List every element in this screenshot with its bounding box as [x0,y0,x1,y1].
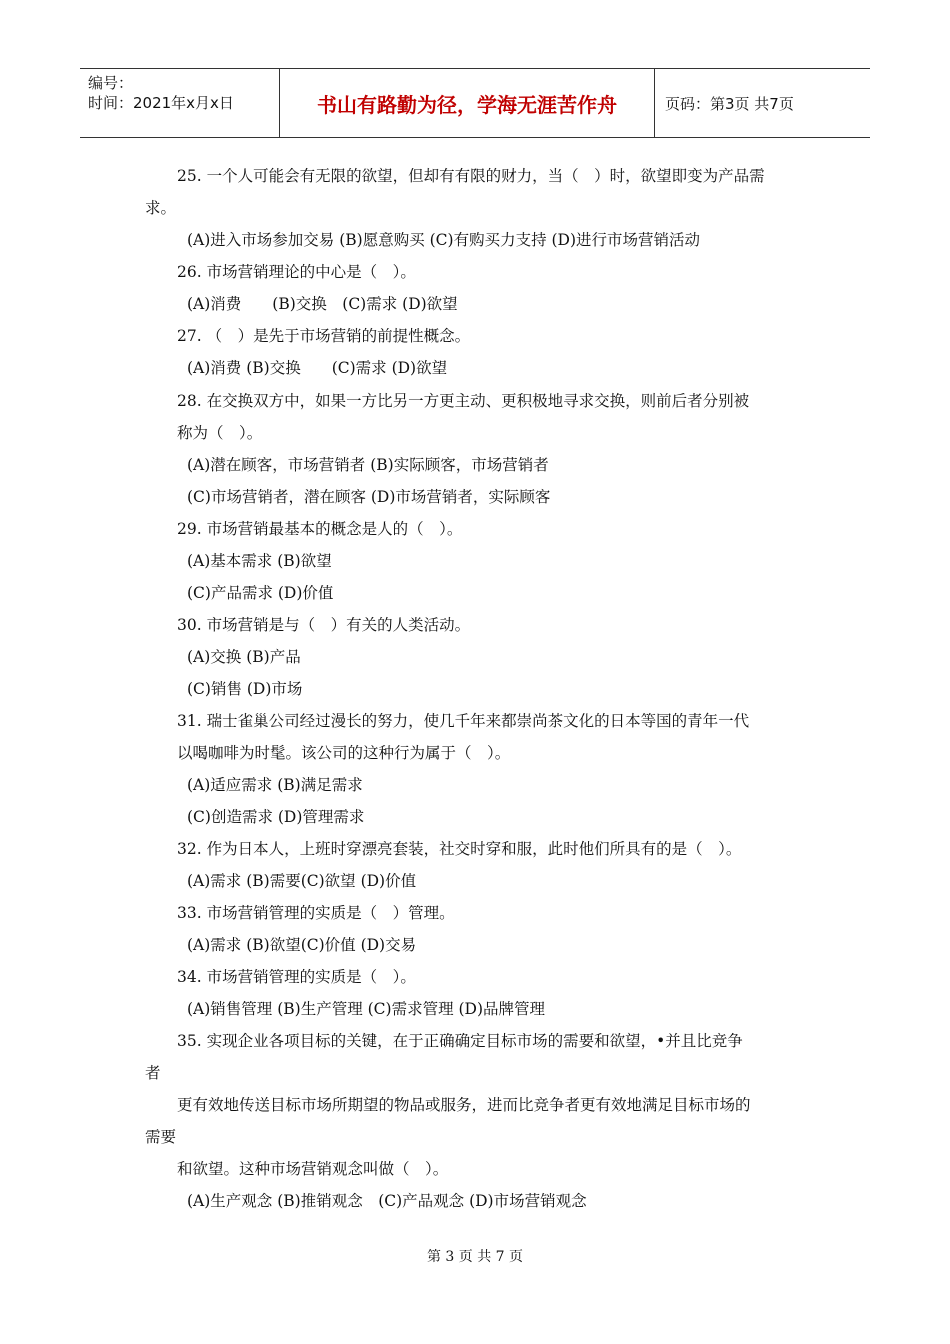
text-line: 31. 瑞士雀巢公司经过漫长的努力，使几千年来都崇尚茶文化的日本等国的青年一代 [177,712,750,730]
text-line: 25. 一个人可能会有无限的欲望，但却有有限的财力，当（ ）时，欲望即变为产品需 [177,167,765,185]
text-line: 29. 市场营销最基本的概念是人的（ ）。 [177,520,463,538]
text-line: (A)需求 (B)需要(C)欲望 (D)价值 [187,872,417,890]
text-line: 32. 作为日本人，上班时穿漂亮套装，社交时穿和服，此时他们所具有的是（ ）。 [177,840,742,858]
text-line: 求。 [145,199,177,217]
text-line: 称为（ ）。 [177,424,263,442]
text-line: (C)市场营销者，潜在顾客 (D)市场营销者，实际顾客 [187,488,551,506]
text-line: 27. （ ）是先于市场营销的前提性概念。 [177,327,471,345]
document-header [80,68,870,138]
header-motto: 书山有路勤为径，学海无涯苦作舟 [280,69,655,137]
text-line: 更有效地传送目标市场所期望的物品或服务，进而比竞争者更有效地满足目标市场的 [177,1096,751,1114]
text-line: 30. 市场营销是与（ ）有关的人类活动。 [177,616,471,634]
text-line: (C)产品需求 (D)价值 [187,584,334,602]
text-line: 33. 市场营销管理的实质是（ ）管理。 [177,904,455,922]
code-label: 编号： [88,74,134,92]
header-left-cell [80,69,280,137]
text-line: (A)适应需求 (B)满足需求 [187,776,363,794]
text-line: (A)进入市场参加交易 (B)愿意购买 (C)有购买力支持 (D)进行市场营销活动 [187,231,701,249]
text-line: (A)潜在顾客，市场营销者 (B)实际顾客，市场营销者 [187,456,549,474]
text-line: 35. 实现企业各项目标的关键，在于正确确定目标市场的需要和欲望，•并且比竞争 [177,1032,743,1050]
header-page-info: 页码：第3页 共7页 [665,94,794,113]
text-line: (A)基本需求 (B)欲望 [187,552,332,570]
text-line: (C)创造需求 (D)管理需求 [187,808,365,826]
text-line: (C)销售 (D)市场 [187,680,303,698]
page-footer: 第 3 页 共 7 页 [426,1249,524,1265]
text-line: (A)生产观念 (B)推销观念 (C)产品观念 (D)市场营销观念 [187,1192,587,1210]
text-line: (A)销售管理 (B)生产管理 (C)需求管理 (D)品牌管理 [187,1000,546,1018]
date-label: 时间：2021年x月x日 [88,94,234,112]
text-line: (A)消费 (B)交换 (C)需求 (D)欲望 [187,295,458,313]
text-line: (A)消费 (B)交换 (C)需求 (D)欲望 [187,359,448,377]
text-line: 需要 [145,1128,177,1146]
text-line: (A)需求 (B)欲望(C)价值 (D)交易 [187,936,417,954]
text-line: 者 [145,1064,161,1082]
text-line: (A)交换 (B)产品 [187,648,301,666]
text-line: 以喝咖啡为时髦。该公司的这种行为属于（ ）。 [177,744,511,762]
text-line: 和欲望。这种市场营销观念叫做（ ）。 [177,1160,449,1178]
text-line: 34. 市场营销管理的实质是（ ）。 [177,968,416,986]
text-line: 28. 在交换双方中，如果一方比另一方更主动、更积极地寻求交换，则前后者分别被 [177,392,750,410]
text-line: 26. 市场营销理论的中心是（ ）。 [177,263,416,281]
